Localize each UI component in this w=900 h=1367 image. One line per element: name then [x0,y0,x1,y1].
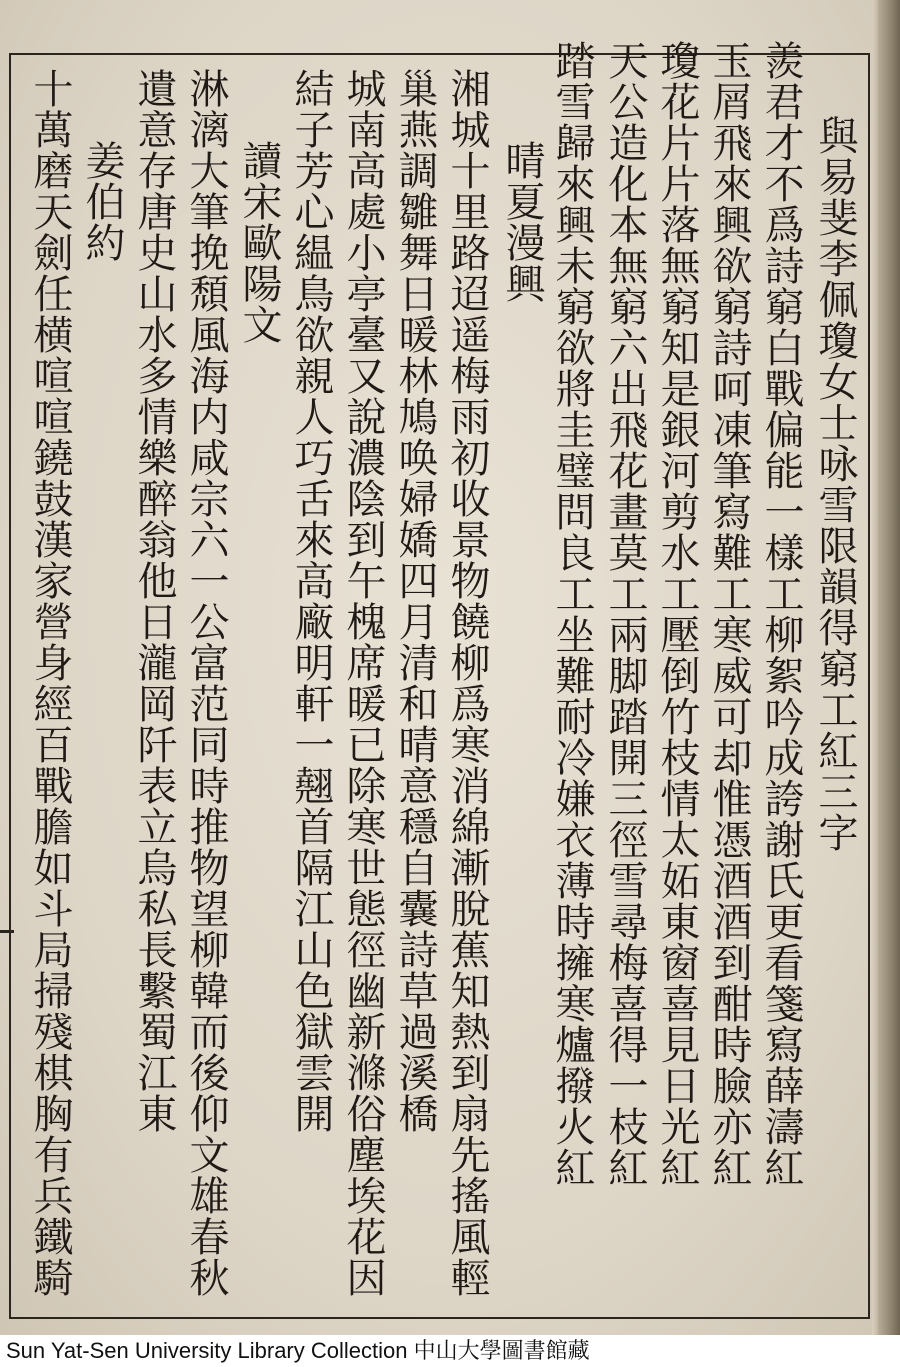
poem-line-6: 湘城十里路迢遥梅雨初收景物饒柳爲寒消綿漸脫蕉知熱到扇先搖風輕 [444,68,490,1298]
poem-line-7: 巢燕調雛舞日暖林鳩唤婦嬌四月清和晴意穩自囊詩草過溪橋 [392,68,438,1134]
poem-title-3: 讀宋歐陽文 [236,140,282,345]
poem-title-1: 與易斐李佩瓊女士咏雪限韻得窮工紅三字 [812,115,858,853]
text-frame [9,40,870,1319]
poem-line-3: 瓊花片片落無窮知是銀河剪水工壓倒竹枝情太妬東窗喜見日光紅 [654,40,700,1188]
poem-line-8: 城南高處小亭臺又說濃陰到午槐席暖已除寒世態徑幽新滌俗塵埃花因 [340,68,386,1298]
poem-line-11: 遺意存唐史山水多情樂醉翁他日瀧岡阡表立烏私長繫蜀江東 [131,68,177,1134]
library-credit: Sun Yat-Sen University Library Collection 中山大學圖書館藏 [0,1335,900,1367]
poem-line-1: 羨君才不爲詩窮白戰偏能一樣工柳絮吟成誇謝氏更看箋寫薛濤紅 [758,40,804,1188]
poem-title-2: 晴夏漫興 [499,140,545,304]
poem-line-4: 天公造化本無窮六出飛花畫莫工兩脚踏開三徑雪尋梅喜得一枝紅 [602,40,648,1188]
book-spine [878,0,900,1335]
poem-line-12: 十萬磨天劍任横喧喧鐃鼓漢家營身經百戰膽如斗局掃殘棋胸有兵鐵騎 [27,68,73,1298]
poem-title-4: 姜伯約 [79,140,125,263]
poem-line-10: 淋漓大筆挽頹風海内咸宗六一公富范同時推物望柳韓而後仰文雄春秋 [183,68,229,1298]
poem-line-2: 玉屑飛來興欲窮詩呵凍筆寫難工寒威可却惟憑酒酒到酣時臉亦紅 [706,40,752,1188]
poem-line-9: 結子芳心緼鳥欲親人巧舌來高廠明軒一翹首隔江山色獄雲開 [288,68,334,1134]
poem-line-5: 踏雪歸來興未窮欲將圭璧問良工坐難耐冷嫌衣薄時擁寒爐撥火紅 [549,40,595,1188]
